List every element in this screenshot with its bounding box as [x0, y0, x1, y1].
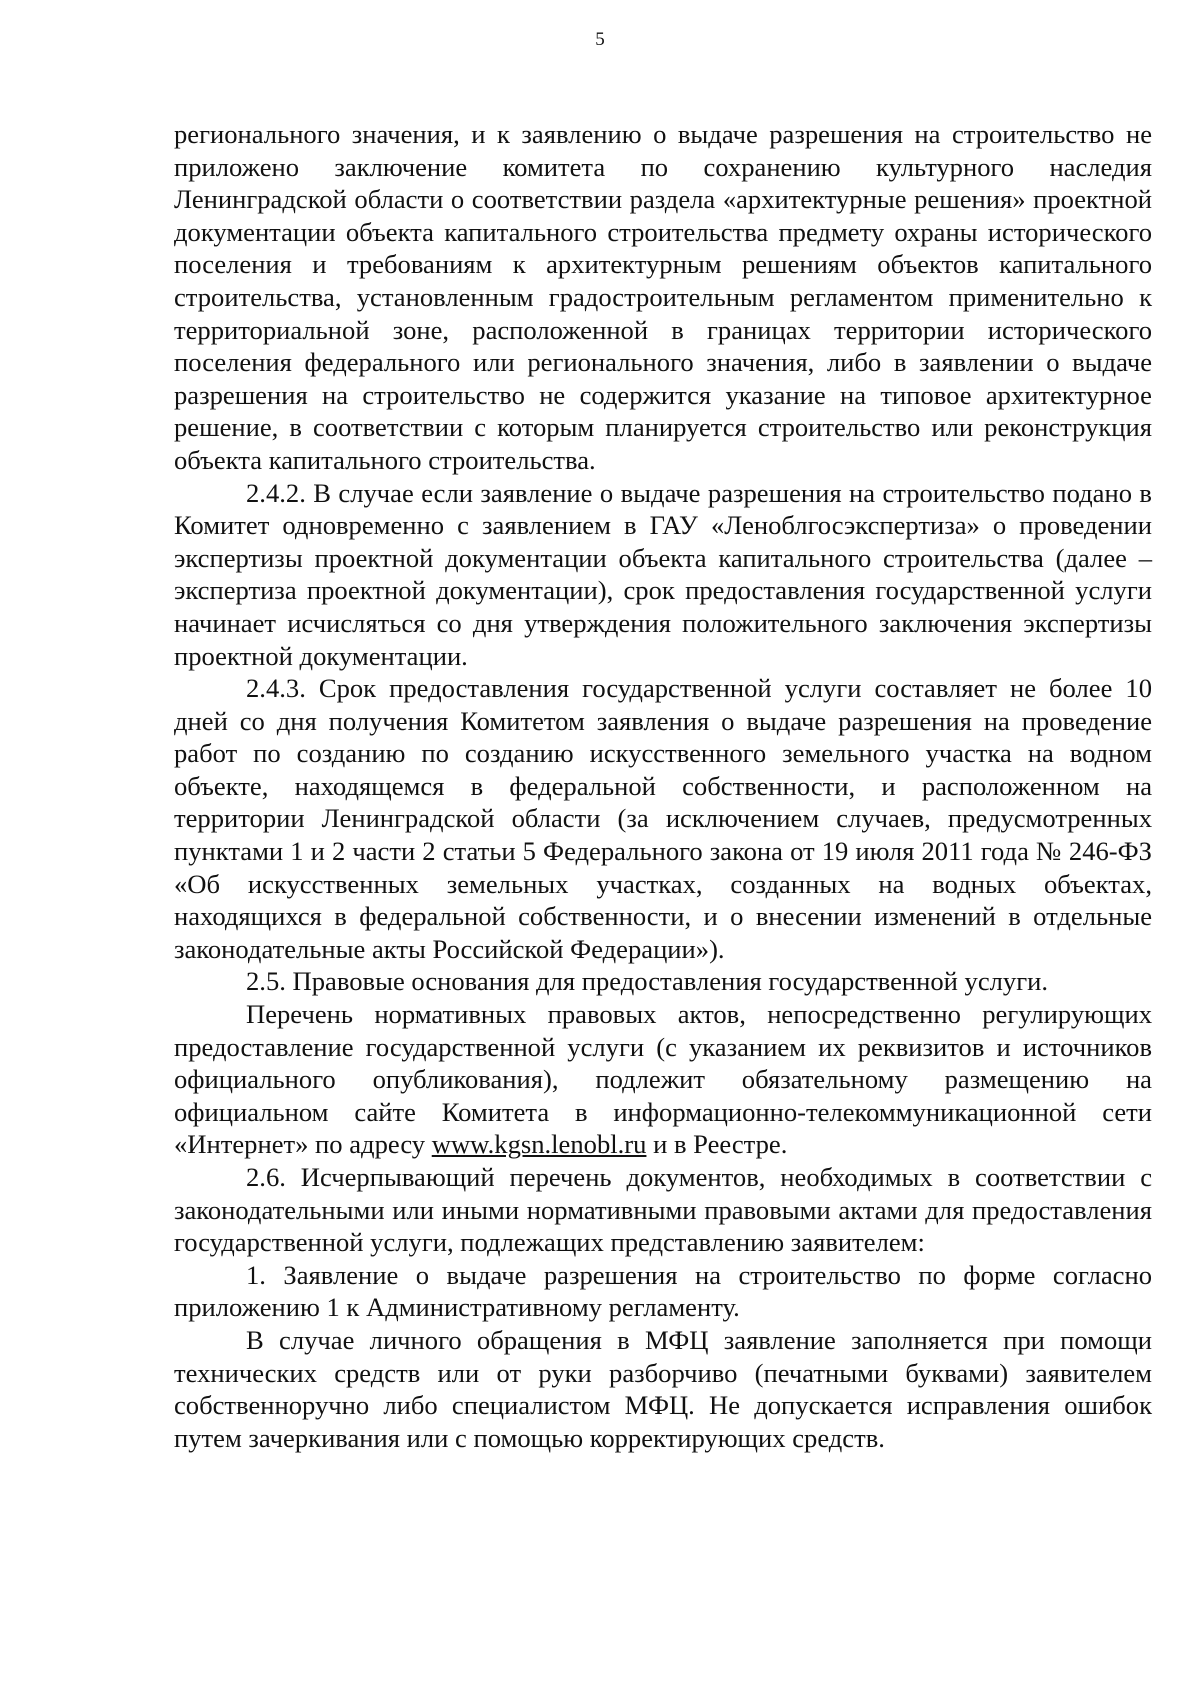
paragraph-mfc: В случае личного обращения в МФЦ заявление заполняется при помощи технических средств или от руки разборчиво (печатными буквами) заявителем собственноручно либо специалистом МФЦ. Не допускается исправления ошибок путем зачеркивания или с помощью корректирующих средств. [174, 1324, 1152, 1453]
paragraph-continuation: регионального значения, и к заявлению о выдаче разрешения на строительство не приложено заключение комитета по сохранению культурного наследия Ленинградской области о соответствии раздела «архитектурные решения» проектной документации объекта капитального строительства предмету охраны исторического поселения и требованиям к архитектурным решениям объектов капитального строительства, установленным градостроительным регламентом применительно к территориальной зоне, расположенной в границах территории исторического поселения федерального или регионального значения, либо в заявлении о выдаче разрешения на строительство не содержится указание на типовое архитектурное решение, в соответствии с которым планируется строительство или реконструкция объекта капитального строительства. [174, 119, 1152, 475]
website-link[interactable]: www.kgsn.lenobl.ru [431, 1129, 647, 1160]
paragraph-2-6: 2.6. Исчерпывающий перечень документов, необходимых в соответствии с законодательными или иными нормативными правовыми актами для предоставления государственной услуги, подлежащих представлению заявителем: [174, 1162, 1152, 1258]
paragraph-item-1: 1. Заявление о выдаче разрешения на строительство по форме согласно приложению 1 к Административному регламенту. [174, 1259, 1152, 1323]
paragraph-2-5: 2.5. Правовые основания для предоставления государственной услуги. [246, 966, 1049, 997]
paragraph-legal-acts [174, 998, 1152, 1161]
paragraph-2-4-2: 2.4.2. В случае если заявление о выдаче разрешения на строительство подано в Комитет одновременно с заявлением в ГАУ «Леноблгосэкспертиза» о проведении экспертизы проектной документации объекта капитального строительства (далее – экспертиза проектной документации), срок предоставления государственной услуги начинает исчисляться со дня утверждения положительного заключения экспертизы проектной документации. [174, 477, 1152, 671]
document-body [174, 118, 1152, 1454]
paragraph-legal-acts-tail: и в Реестре. [646, 1129, 788, 1160]
paragraph-legal-acts-text: Перечень нормативных правовых актов, непосредственно регулирующих предоставление государственной услуги (с указанием их реквизитов и источников официального опубликования), подлежит обязательному размещению на официальном сайте Комитета в информационно-телекоммуникационной сети «Интернет» по адресу [174, 999, 1152, 1160]
paragraph-2-4-3: 2.4.3. Срок предоставления государственной услуги составляет не более 10 дней со дня получения Комитетом заявления о выдаче разрешения на проведение работ по созданию по созданию искусственного земельного участка на водном объекте, находящемся в федеральной собственности, и расположенном на территории Ленинградской области (за исключением случаев, предусмотренных пунктами 1 и 2 части 2 статьи 5 Федерального закона от 19 июля 2011 года № 246-ФЗ «Об искусственных земельных участках, созданных на водных объектах, находящихся в федеральной собственности, и о внесении изменений в отдельные законодательные акты Российской Федерации»). [174, 673, 1152, 964]
page-number: 5 [595, 29, 605, 50]
